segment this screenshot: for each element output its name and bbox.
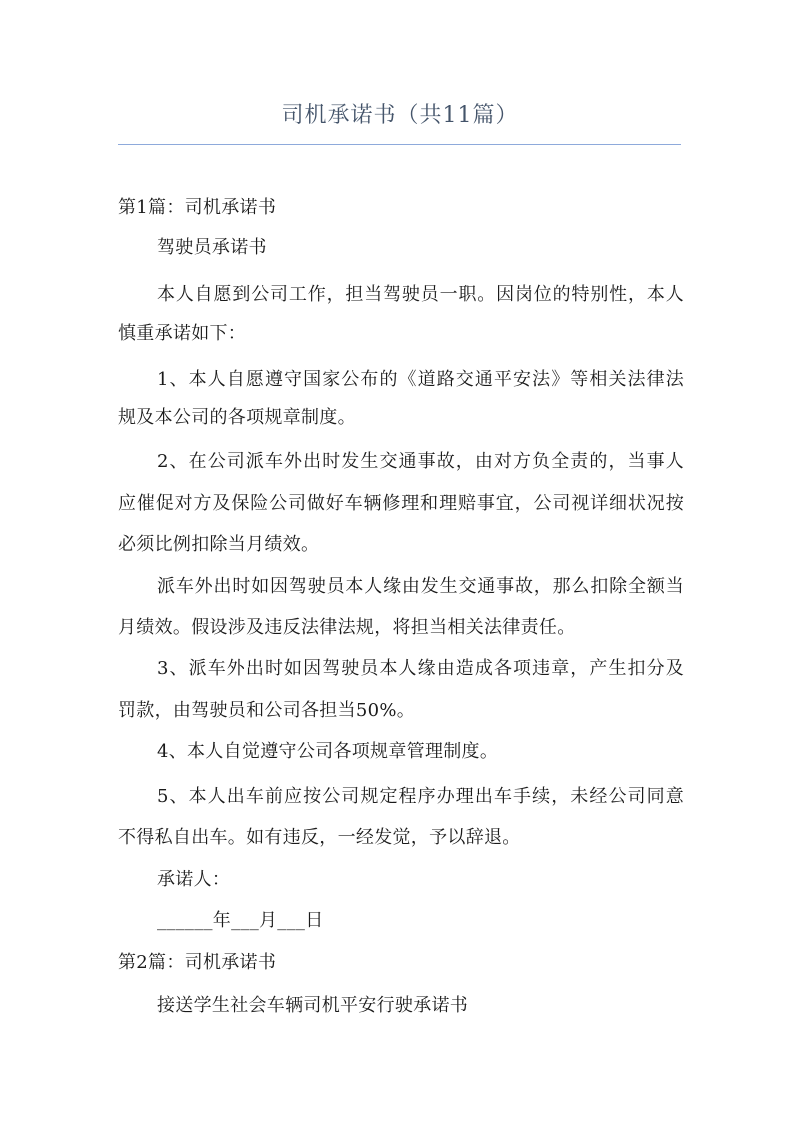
paragraph-line: 1、本人自愿遵守国家公布的《道路交通平安法》等相关法律法 bbox=[157, 369, 684, 390]
paragraph-line: 应催促对方及保险公司做好车辆修理和理赔事宜，公司视详细状况按 bbox=[118, 493, 684, 514]
paragraph-line: 5、本人出车前应按公司规定程序办理出车手续，未经公司同意 bbox=[157, 786, 684, 807]
date-line: ______年___月___日 bbox=[157, 910, 324, 931]
section-subtitle-2: 接送学生社会车辆司机平安行驶承诺书 bbox=[157, 995, 469, 1016]
paragraph-line: 3、派车外出时如因驾驶员本人缘由造成各项违章，产生扣分及 bbox=[157, 658, 684, 679]
paragraph-line: 不得私自出车。如有违反，一经发觉，予以辞退。 bbox=[118, 827, 521, 848]
paragraph-line: 2、在公司派车外出时发生交通事故，由对方负全责的，当事人 bbox=[157, 451, 684, 472]
document-title: 司机承诺书（共11篇） bbox=[281, 103, 519, 128]
signer-label: 承诺人： bbox=[157, 869, 231, 890]
section-heading-1: 第1篇：司机承诺书 bbox=[118, 197, 277, 218]
paragraph-line: 规及本公司的各项规章制度。 bbox=[118, 407, 356, 428]
paragraph-line: 罚款，由驾驶员和公司各担当50%。 bbox=[118, 700, 416, 721]
section-subtitle-1: 驾驶员承诺书 bbox=[157, 237, 267, 258]
paragraph-line: 派车外出时如因驾驶员本人缘由发生交通事故，那么扣除全额当 bbox=[157, 576, 684, 597]
section-heading-2: 第2篇：司机承诺书 bbox=[118, 952, 277, 973]
paragraph-line: 4、本人自觉遵守公司各项规章管理制度。 bbox=[157, 741, 499, 762]
title-divider bbox=[118, 144, 681, 145]
paragraph-line: 月绩效。假设涉及违反法律法规，将担当相关法律责任。 bbox=[118, 617, 576, 638]
paragraph-line: 本人自愿到公司工作，担当驾驶员一职。因岗位的特别性，本人 bbox=[157, 284, 684, 305]
paragraph-line: 慎重承诺如下： bbox=[118, 323, 247, 344]
paragraph-line: 必须比例扣除当月绩效。 bbox=[118, 534, 320, 555]
